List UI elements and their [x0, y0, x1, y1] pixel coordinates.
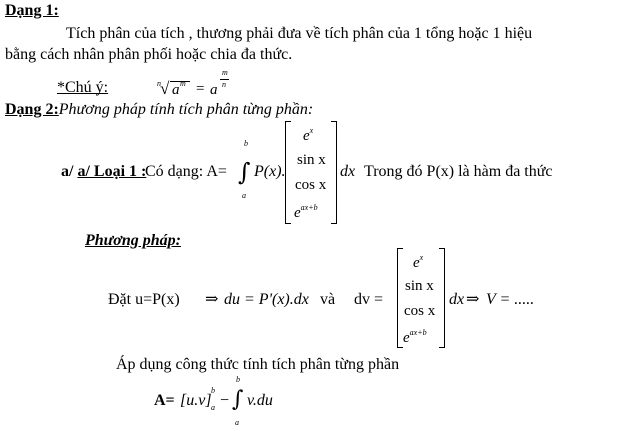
method-apply: Áp dụng công thức tính tích phân từng phần [116, 356, 400, 373]
m1-e-axb: $e^{ax+b}$ [294, 203, 318, 221]
note-label-text: *Chú ý: [57, 79, 109, 96]
integral-icon: ∫ [238, 158, 251, 186]
m2-e-x: $e^x$ [413, 253, 424, 271]
loai1-dx: dx [340, 163, 356, 180]
radical-icon: √ [160, 79, 170, 98]
frac-num: m [222, 68, 228, 77]
m1-e-x: $e^x$ [303, 126, 314, 144]
matrix-1 [285, 121, 337, 224]
matrix-1-right-bracket [331, 121, 337, 224]
formula-minus: − [220, 392, 230, 409]
m2-e-axb: $e^{ax+b}$ [403, 328, 427, 346]
formula-lower-a: a [211, 403, 215, 412]
dang1-heading: Dạng 1: [5, 2, 59, 19]
method-and: và [320, 291, 336, 308]
loai1-prefix: a/ [61, 163, 78, 180]
loai1-integral [236, 140, 256, 204]
radicand-exp: m [180, 79, 186, 88]
method-v: V = ..... [486, 291, 535, 308]
rhs-base: a [210, 82, 218, 98]
loai1-trailing: Trong đó P(x) là hàm đa thức [364, 163, 553, 180]
m1-sinx: sin x [297, 152, 326, 168]
radicand: a [172, 82, 180, 98]
loai1-intro: Có dạng: A= [145, 163, 227, 180]
formula-bracket: [u.v] [180, 392, 212, 409]
frac-den: n [222, 80, 226, 89]
m1-cosx: cos x [295, 177, 327, 193]
arrow-right-icon-2: ⇒ [466, 291, 480, 308]
note-equals: = [196, 81, 205, 97]
int-lower: a [242, 191, 246, 200]
arrow-right-icon: ⇒ [205, 291, 219, 308]
formula-lhs: A= [154, 392, 175, 409]
dang2-heading: Dạng 2: [5, 101, 59, 118]
matrix-1-left-bracket [285, 121, 291, 224]
note-formula [156, 68, 266, 102]
dang2-title: Phương pháp tính tích phân từng phần: [58, 101, 314, 118]
method-du: du = P'(x).dx [224, 291, 309, 308]
dang1-line2: bằng cách nhân phân phối hoặc chia đa thức. [5, 46, 293, 63]
dang1-line1: Tích phân của tích , thương phải đưa về tích phân của 1 tổng hoặc 1 hiệu [66, 25, 533, 42]
dang2-line [5, 102, 313, 118]
matrix-2 [397, 248, 445, 348]
int-upper: b [244, 139, 248, 148]
method-step-prefix: Đặt u=P(x) [108, 291, 180, 308]
matrix-2-right-bracket [439, 248, 445, 348]
formula-int-upper: b [236, 375, 240, 384]
m2-cosx: cos x [404, 303, 436, 319]
root-index: n [157, 79, 161, 88]
m2-sinx: sin x [405, 278, 434, 294]
integral-icon-2: ∫ [232, 387, 244, 412]
formula-integrand: v.du [247, 392, 273, 409]
loai1-text: a/ Loại 1 : [77, 163, 147, 180]
formula-int-lower: a [235, 418, 239, 427]
formula-upper-b: b [211, 386, 215, 395]
loai1-label [61, 164, 146, 180]
method-dv-label: dv = [354, 291, 384, 308]
method-dx: dx [449, 291, 465, 308]
loai1-px: P(x). [254, 163, 286, 180]
method-title: Phương pháp: [85, 232, 181, 249]
note-label [57, 80, 108, 96]
